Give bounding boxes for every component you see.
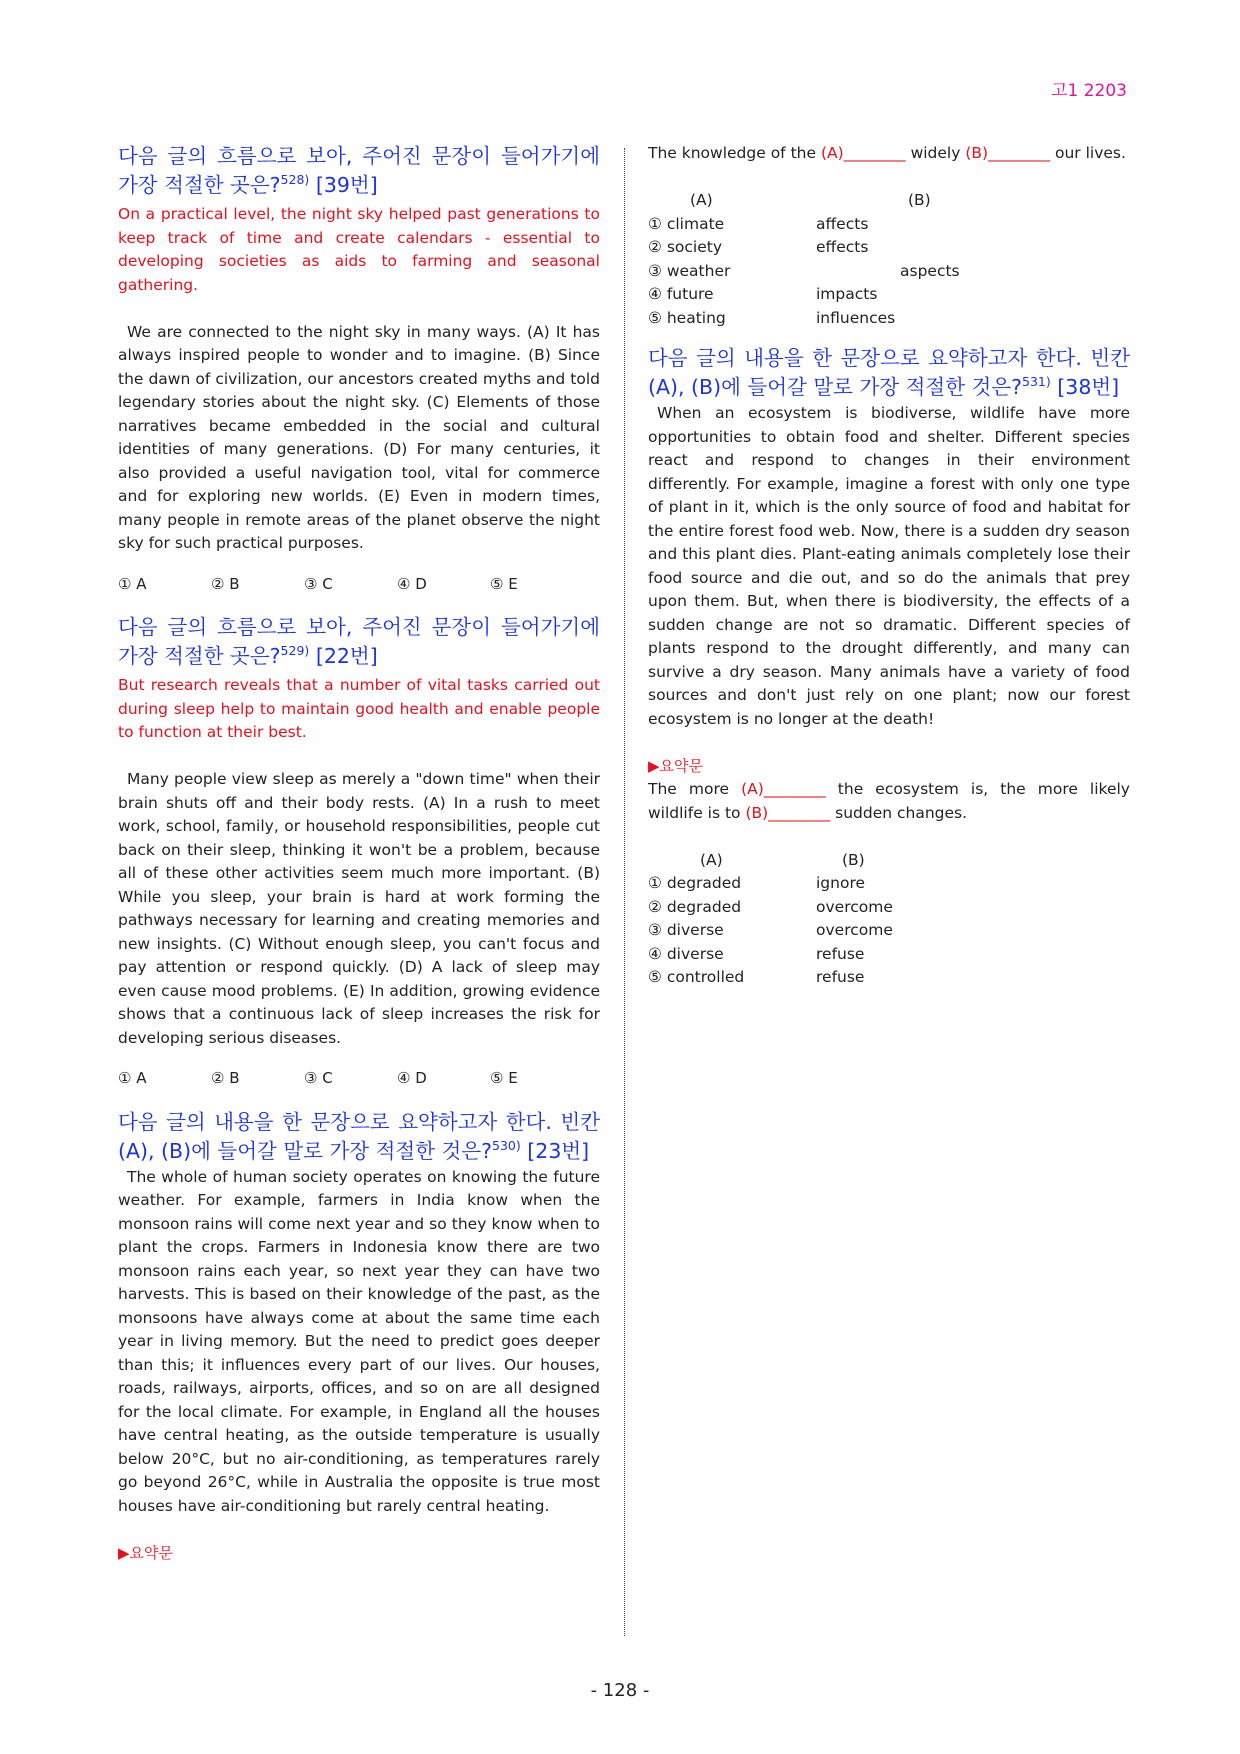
option-row[interactable] [648,236,1130,260]
choice-1[interactable]: ① A [118,1069,147,1087]
right-column [648,142,1130,990]
option-b: ignore [816,874,866,892]
summary-sentence [648,778,1130,825]
option-number: ③ [648,261,662,280]
option-row[interactable] [648,213,1130,237]
summary-label: ▶요약문 [648,756,704,775]
option-row[interactable] [648,307,1130,331]
option-a: heating [666,308,726,327]
choice-1[interactable]: ① A [118,574,147,593]
options-header-b: (B) [842,850,865,869]
option-number: ② [648,238,662,256]
blank-b: (B)________ [965,144,1051,162]
choice-3[interactable]: ③ C [304,574,333,593]
page-header-label: 고1 2203 [1051,81,1127,101]
blank-b: (B)________ [745,803,831,822]
option-row[interactable] [648,943,1130,967]
question-tag: [38번] [1057,375,1120,399]
option-a: degraded [666,897,742,916]
summary-text: our lives. [1050,144,1126,162]
choice-4[interactable]: ④ D [397,574,427,593]
question-title [648,344,1130,402]
option-a: future [666,285,714,303]
question-529 [118,613,600,1091]
option-a: diverse [666,921,724,939]
question-531 [648,344,1130,990]
options-header-a: (A) [700,850,723,869]
summary-text: widely [905,144,966,162]
option-number: ⑤ [648,308,662,327]
question-530-continued [648,142,1130,330]
option-number: ④ [648,285,662,303]
option-a: climate [666,214,725,233]
given-sentence: But research reveals that a number of vital tasks carried out during sleep help to maintain good health and enable people to function at their best. [118,676,600,741]
choice-4[interactable]: ④ D [397,1069,427,1087]
option-b: overcome [816,897,893,916]
summary-label: ▶요약문 [118,1543,174,1562]
option-b: overcome [816,921,893,939]
question-number: 528) [280,172,310,188]
summary-sentence [648,142,1130,166]
option-row[interactable] [648,896,1130,920]
passage-text: We are connected to the night sky in many ways. (A) It has always inspired people to wonder and to imagine. (B) Since the dawn of civilization, our ancestors created myths and told legendary stories about the night sky. (C) Elements of those narratives became embedded in the social and cultural identities of many generations. (D) For many centuries, it also provided a useful navigation tool, vital for commerce and for exploring new worlds. (E) Even in modern times, many people in remote areas of the planet observe the night sky for such practical purposes. [118,322,600,552]
summary-text: The knowledge of the [648,144,821,162]
option-b: refuse [816,968,865,986]
option-row[interactable] [648,872,1130,896]
options-header [648,849,1130,873]
option-row[interactable] [648,966,1130,990]
option-b: impacts [816,285,878,303]
choice-5[interactable]: ⑤ E [490,574,518,593]
given-sentence: On a practical level, the night sky helped past generations to keep track of time and create calendars - essential to developing societies as aids to farming and seasonal gathering. [118,205,600,294]
question-title [118,1108,600,1166]
question-tag: [39번] [315,173,378,197]
question-tag: [23번] [527,1138,590,1163]
options-header-a: (A) [690,191,713,209]
page-number: - 128 - [590,1680,650,1701]
option-row[interactable] [648,919,1130,943]
option-a: diverse [666,944,724,963]
option-a: controlled [666,968,745,986]
answer-choices [118,1067,600,1091]
choice-2[interactable]: ② B [211,574,240,593]
option-number: ⑤ [648,968,662,986]
question-title-text: 다음 글의 내용을 한 문장으로 요약하고자 한다. 빈칸 (A), (B)에 들어갈 말로 가장 적절한 것은? [648,346,1130,399]
question-title-text: 다음 글의 흐름으로 보아, 주어진 문장이 들어가기에 가장 적절한 곳은? [118,615,600,668]
question-number: 531) [1022,374,1051,390]
options-table [648,189,1130,330]
option-number: ② [648,897,662,916]
options-header-b: (B) [908,191,931,209]
blank-a: (A)________ [741,780,826,798]
option-number: ① [648,214,662,233]
left-column [118,142,600,1565]
option-row[interactable] [648,260,1130,284]
option-b: refuse [816,944,865,963]
summary-text: sudden changes. [830,803,968,822]
question-title-text: 다음 글의 흐름으로 보아, 주어진 문장이 들어가기에 가장 적절한 곳은? [118,144,600,197]
choice-2[interactable]: ② B [211,1069,240,1087]
choice-3[interactable]: ③ C [304,1069,333,1087]
question-528 [118,142,600,596]
option-number: ① [648,874,662,892]
question-title [118,613,600,671]
option-a: weather [666,261,731,280]
question-tag: [22번] [315,644,378,668]
question-number: 529) [280,643,310,659]
option-b: influences [816,308,896,327]
option-a: society [666,238,723,256]
summary-text: the ecosystem is, the more likely wildlife is to [648,780,1130,822]
choice-5[interactable]: ⑤ E [490,1069,518,1087]
question-title [118,142,600,200]
option-number: ③ [648,921,662,939]
option-b: aspects [900,261,960,280]
passage-text: The whole of human society operates on knowing the future weather. For example, farmers in India know when the monsoon rains will come next year and so they know when to plant the crops. Farmers in Indonesia know there are two monsoon rains each year, so next year they can have two harvests. This is based on their knowledge of the past, as the monsoons have always come at about the same time each year in living memory. But the need to predict goes deeper than this; it influences every part of our lives. Our houses, roads, railways, airports, offices, and so on are all designed for the local climate. For example, in England all the houses have central heating, as the outside temperature is usually below 20°C, but no air-conditioning, as temperatures rarely go beyond 26°C, while in Australia the opposite is true most houses have air-conditioning but rarely central heating. [118,1167,600,1515]
question-title-text: 다음 글의 내용을 한 문장으로 요약하고자 한다. 빈칸 (A), (B)에 들어갈 말로 가장 적절한 것은? [118,1109,600,1163]
passage-text: Many people view sleep as merely a "down time" when their brain shuts off and their body rests. (A) In a rush to meet work, school, family, or household responsibilities, people cut back on their sleep, thinking it won't be a problem, because all of these other activities seem much more important. (B) While you sleep, your brain is hard at work forming the pathways necessary for learning and creating memories and new insights. (C) Without enough sleep, you can't focus and pay attention or respond quickly. (D) A lack of sleep may even cause mood problems. (E) In addition, growing evidence shows that a continuous lack of sleep increases the risk for developing serious diseases. [118,770,600,1047]
question-530 [118,1108,600,1566]
option-number: ④ [648,944,662,963]
options-header [648,189,1130,213]
summary-text: The more [648,780,742,798]
answer-choices [118,573,600,597]
option-b: affects [816,214,869,233]
option-a: degraded [666,874,742,892]
option-row[interactable] [648,283,1130,307]
question-number: 530) [492,1137,521,1153]
blank-a: (A)________ [820,144,906,162]
option-b: effects [816,238,869,256]
column-divider [624,148,625,1636]
options-table [648,849,1130,990]
passage-text: When an ecosystem is biodiverse, wildlife have more opportunities to obtain food and shelter. Different species react and respond to changes in their environment differently. For example, imagine a forest with only one type of plant in it, which is the only source of food and habitat for the entire forest food web. Now, there is a sudden dry season and this plant dies. Plant-eating animals completely lose their food source and die out, and so do the animals that prey upon them. But, when there is biodiversity, the effects of a sudden change are not so dramatic. Different species of plants respond to the drought differently, and many can survive a dry season. Many animals have a variety of food sources and don't just rely on one plant; now our forest ecosystem is no longer at the death! [648,404,1130,728]
